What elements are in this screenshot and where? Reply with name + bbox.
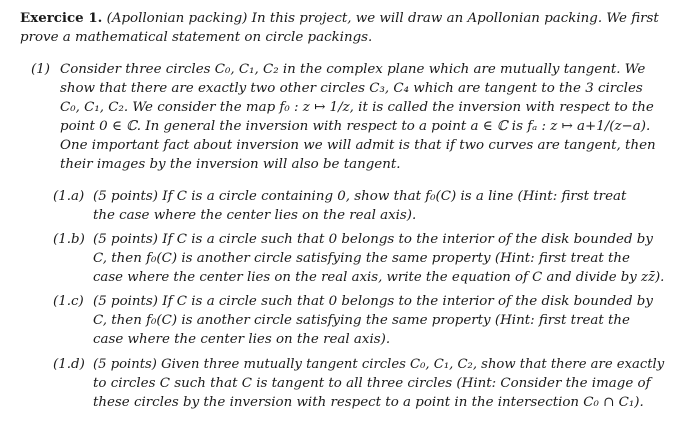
subpart-1c-line-1: (5 points) If C is a circle such that 0 belongs to the interior of the disk bounded by	[93, 294, 653, 309]
exercise-heading: Exercice 1.	[20, 10, 103, 26]
subpart-1a-number: (1.a)	[53, 189, 85, 204]
subpart-1a-line-2: the case where the center lies on the real axis).	[93, 208, 417, 223]
part1-line-3: C₀, C₁, C₂. We consider the map f₀ : z ↦ 1/z, it is called the inversion with respect to the	[60, 100, 654, 115]
subpart-1c-number: (1.c)	[53, 294, 84, 309]
part1-number: (1)	[31, 62, 50, 77]
subpart-1d-line-1: (5 points) Given three mutually tangent circles C₀, C₁, C₂, show that there are exactly	[93, 357, 665, 372]
part1-line-6: their images by the inversion will also be tangent.	[60, 157, 401, 172]
exercise-intro-line-2: prove a mathematical statement on circle packings.	[20, 30, 373, 45]
part1-line-2: show that there are exactly two other circles C₃, C₄ which are tangent to the 3 circles	[60, 81, 643, 96]
subpart-1d-line-3: these circles by the inversion with respect to a point in the intersection C₀ ∩ C₁).	[93, 395, 644, 410]
subpart-1c-line-2: C, then f₀(C) is another circle satisfying the same property (Hint: first treat the	[93, 313, 630, 328]
subpart-1b-number: (1.b)	[53, 232, 85, 247]
subpart-1b-line-1: (5 points) If C is a circle such that 0 belongs to the interior of the disk bounded by	[93, 232, 653, 247]
exercise-heading-line	[20, 9, 659, 28]
subpart-1d-number: (1.d)	[53, 357, 85, 372]
part1-line-1: Consider three circles C₀, C₁, C₂ in the complex plane which are mutually tangent. We	[60, 62, 646, 77]
part1-line-5: One important fact about inversion we will admit is that if two curves are tangent, then	[60, 138, 656, 153]
exercise-intro-line-1: (Apollonian packing) In this project, we will draw an Apollonian packing. We first	[106, 11, 659, 26]
subpart-1b-line-3: case where the center lies on the real axis, write the equation of C and divide by zz̄).	[93, 270, 665, 285]
subpart-1d-line-2: to circles C such that C is tangent to all three circles (Hint: Consider the image of	[93, 376, 651, 391]
subpart-1c-line-3: case where the center lies on the real axis).	[93, 332, 391, 347]
part1-line-4: point 0 ∈ ℂ. In general the inversion with respect to a point a ∈ ℂ is fₐ : z ↦ a+1/(z−a).	[60, 119, 651, 134]
subpart-1b-line-2: C, then f₀(C) is another circle satisfying the same property (Hint: first treat the	[93, 251, 630, 266]
subpart-1a-line-1: (5 points) If C is a circle containing 0, show that f₀(C) is a line (Hint: first treat	[93, 189, 627, 204]
